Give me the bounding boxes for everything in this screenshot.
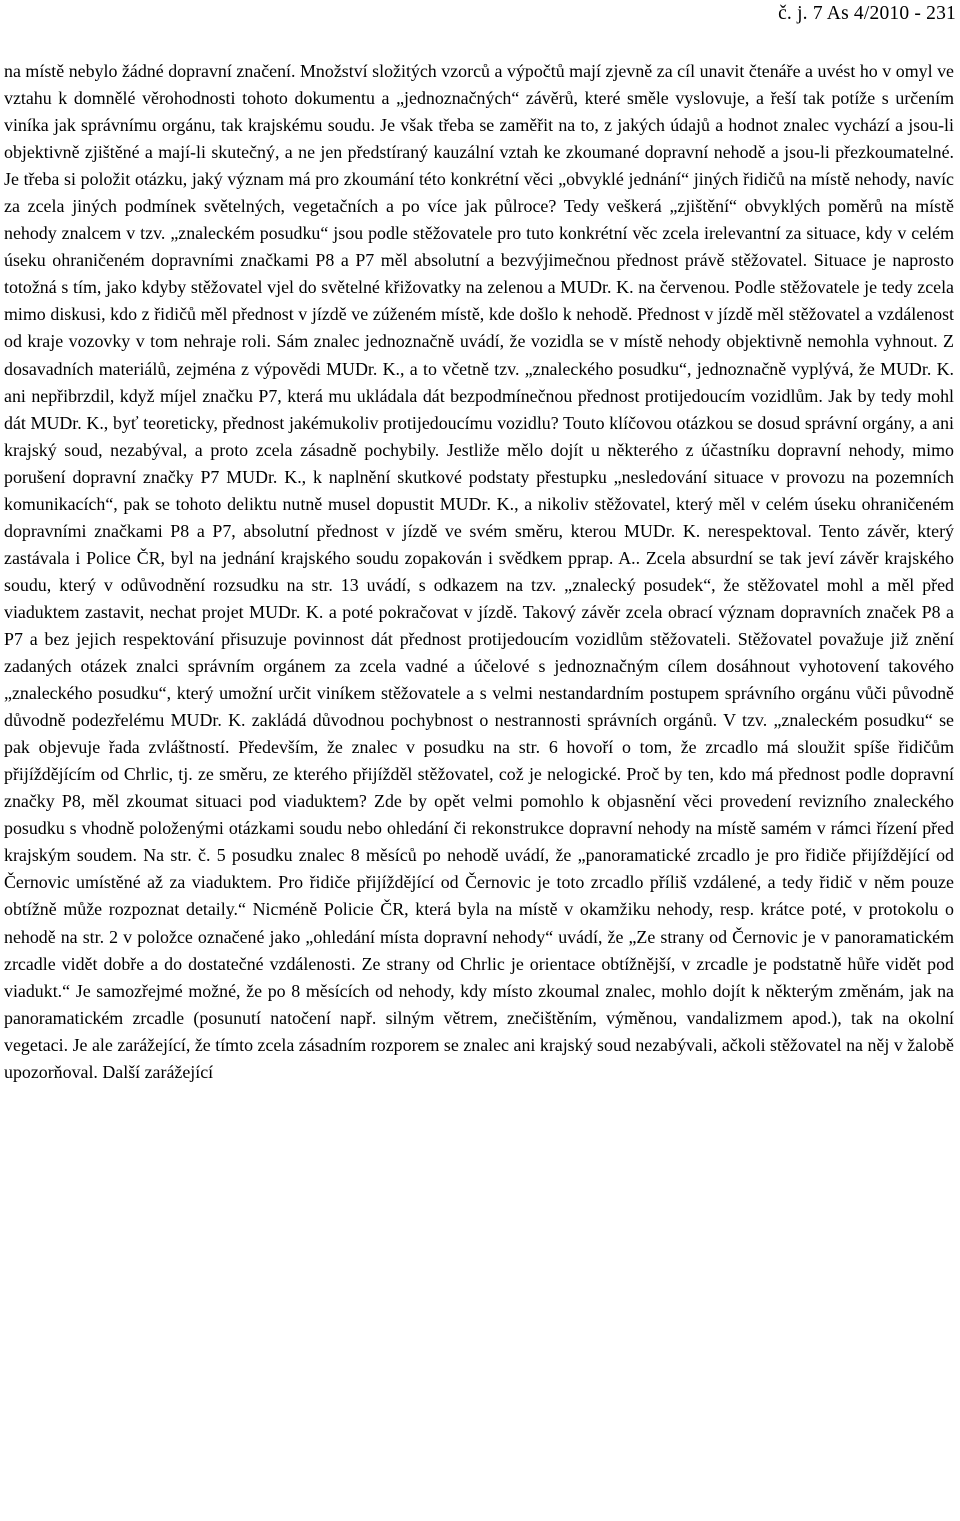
body-paragraph: na místě nebylo žádné dopravní značení. Množství složitých vzorců a výpočtů mají zjevně za cíl unavit čtenáře a uvést ho v omyl ve vztahu k domnělé věrohodnosti tohoto dokumentu a „jednoznačných“ závěrů, které směle vyslovuje, a řeší tak potíže s určením viníka jak správnímu orgánu, tak krajskému soudu. Je však třeba se zaměřit na to, z jakých údajů a hodnot znalec vychází a jsou-li objektivně zjištěné a mají-li skutečný, a ne jen předstíraný kauzální vztah ke zkoumané dopravní nehodě a jsou-li přezkoumatelné. Je třeba si položit otázku, jaký význam má pro zkoumání této konkrétní věci „obvyklé jednání“ jiných řidičů na místě nehody, navíc za zcela jiných podmínek světelných, vegetačních a po více jak půlroce? Tedy veškerá „zjištění“ obvyklých poměrů na místě nehody znalcem v tzv. „znaleckém posudku“ jsou podle stěžovatele pro tuto konkrétní věc zcela irelevantní za situace, kdy v celém úseku ohraničeném dopravními značkami P8 a P7 měl absolutní a bezvýjimečnou přednost právě stěžovatel. Situace je naprosto totožná s tím, jako kdyby stěžovatel vjel do světelné křižovatky na zelenou a MUDr. K. na červenou. Podle stěžovatele je tedy zcela mimo diskusi, kdo z řidičů měl přednost v jízdě ve zúženém místě, kde došlo k nehodě. Přednost v jízdě měl stěžovatel a vzdálenost od kraje vozovky v tom nehraje roli. Sám znalec jednoznačně uvádí, že vozidla se v místě nehody objektivně nemohla vyhnout. Z dosavadních materiálů, zejména z výpovědi MUDr. K., a to včetně tzv. „znaleckého posudku“, jednoznačně vyplývá, že MUDr. K. ani nepřibrzdil, když míjel značku P7, která mu ukládala dát bezpodmínečnou přednost protijedoucím vozidlům. Jak by tedy mohl dát MUDr. K., byť teoreticky, přednost jakémukoliv protijedoucímu vozidlu? Touto klíčovou otázkou se dosud správní orgány, a ani krajský soud, nezabýval, a proto zcela zásadně pochybily. Jestliže mělo dojít u některého z účastníku dopravní nehody, mimo porušení dopravní značky P7 MUDr. K., k naplnění skutkové podstaty přestupku „nesledování situace v provozu na pozemních komunikacích“, pak se tohoto deliktu nutně musel dopustit MUDr. K., a nikoliv stěžovatel, který měl v celém úseku ohraničeném dopravními značkami P8 a P7, absolutní přednost v jízdě ve svém směru, kterou MUDr. K. nerespektoval. Tento závěr, který zastávala i Police ČR, byl na jednání krajského soudu zopakován i svědkem pprap. A.. Zcela absurdní se tak jeví závěr krajského soudu, který v odůvodnění rozsudku na str. 13 uvádí, s odkazem na tzv. „znalecký posudek“, že stěžovatel mohl a měl před viaduktem zastavit, nechat projet MUDr. K. a poté pokračovat v jízdě. Takový závěr zcela obrací význam dopravních značek P8 a P7 a bez jejich respektování přisuzuje povinnost dát přednost protijedoucím vozidlům stěžovateli. Stěžovatel považuje již znění zadaných otázek znalci správním orgánem za zcela vadné a účelové s jednoznačným cílem dosáhnout vyhotovení takového „znaleckého posudku“, který umožní určit viníkem stěžovatele a s velmi nestandardním postupem správního orgánu vůči původně důvodně podezřelému MUDr. K. zakládá důvodnou pochybnost o nestrannosti správních orgánů. V tzv. „znaleckém posudku“ se pak objevuje řada zvláštností. Především, že znalec v posudku na str. 6 hovoří o tom, že zrcadlo má sloužit spíše řidičům přijíždějícím od Chrlic, tj. ze směru, ze kterého přijížděl stěžovatel, což je nelogické. Proč by ten, kdo má přednost podle dopravní značky P8, měl zkoumat situaci pod viaduktem? Zde by opět velmi pomohlo k objasnění věci provedení revizního znaleckého posudku s vhodně položenými otázkami soudu nebo ohledání či rekonstrukce dopravní nehody na místě samém v rámci řízení před krajským soudem. Na str. č. 5 posudku znalec 8 měsíců po nehodě uvádí, že „panoramatické zrcadlo je pro řidiče přijíždějící od Černovic umístěné až za viaduktem. Pro řidiče přijíždějící od Černovic je toto zrcadlo příliš vzdálené, a tedy řidič v něm pouze obtížně může rozpoznat detaily.“ Nicméně Policie ČR, která byla na místě v okamžiku nehody, resp. krátce poté, v protokolu o nehodě na str. 2 v položce označené jako „ohledání místa dopravní nehody“ uvádí, že „Ze strany od Černovic je v panoramatickém zrcadle vidět dobře a do dostatečné vzdálenosti. Ze strany od Chrlic je orientace obtížnější, v zrcadle je podstatně hůře vidět pod viadukt.“ Je samozřejmé možné, že po 8 měsících od nehody, kdy místo zkoumal znalec, mohlo dojít k některým změnám, jak na panoramatickém zrcadle (posunutí natočení např. silným větrem, znečištěním, výměnou, vandalizmem apod.), tak na okolní vegetaci. Je ale zarážející, že tímto zcela zásadním rozporem se znalec ani krajský soud nezabývali, ačkoli stěžovatel na něj v žalobě upozorňoval. Další zarážející — [4, 61, 954, 1082]
case-number-header: č. j. 7 As 4/2010 - 231 — [778, 3, 956, 24]
